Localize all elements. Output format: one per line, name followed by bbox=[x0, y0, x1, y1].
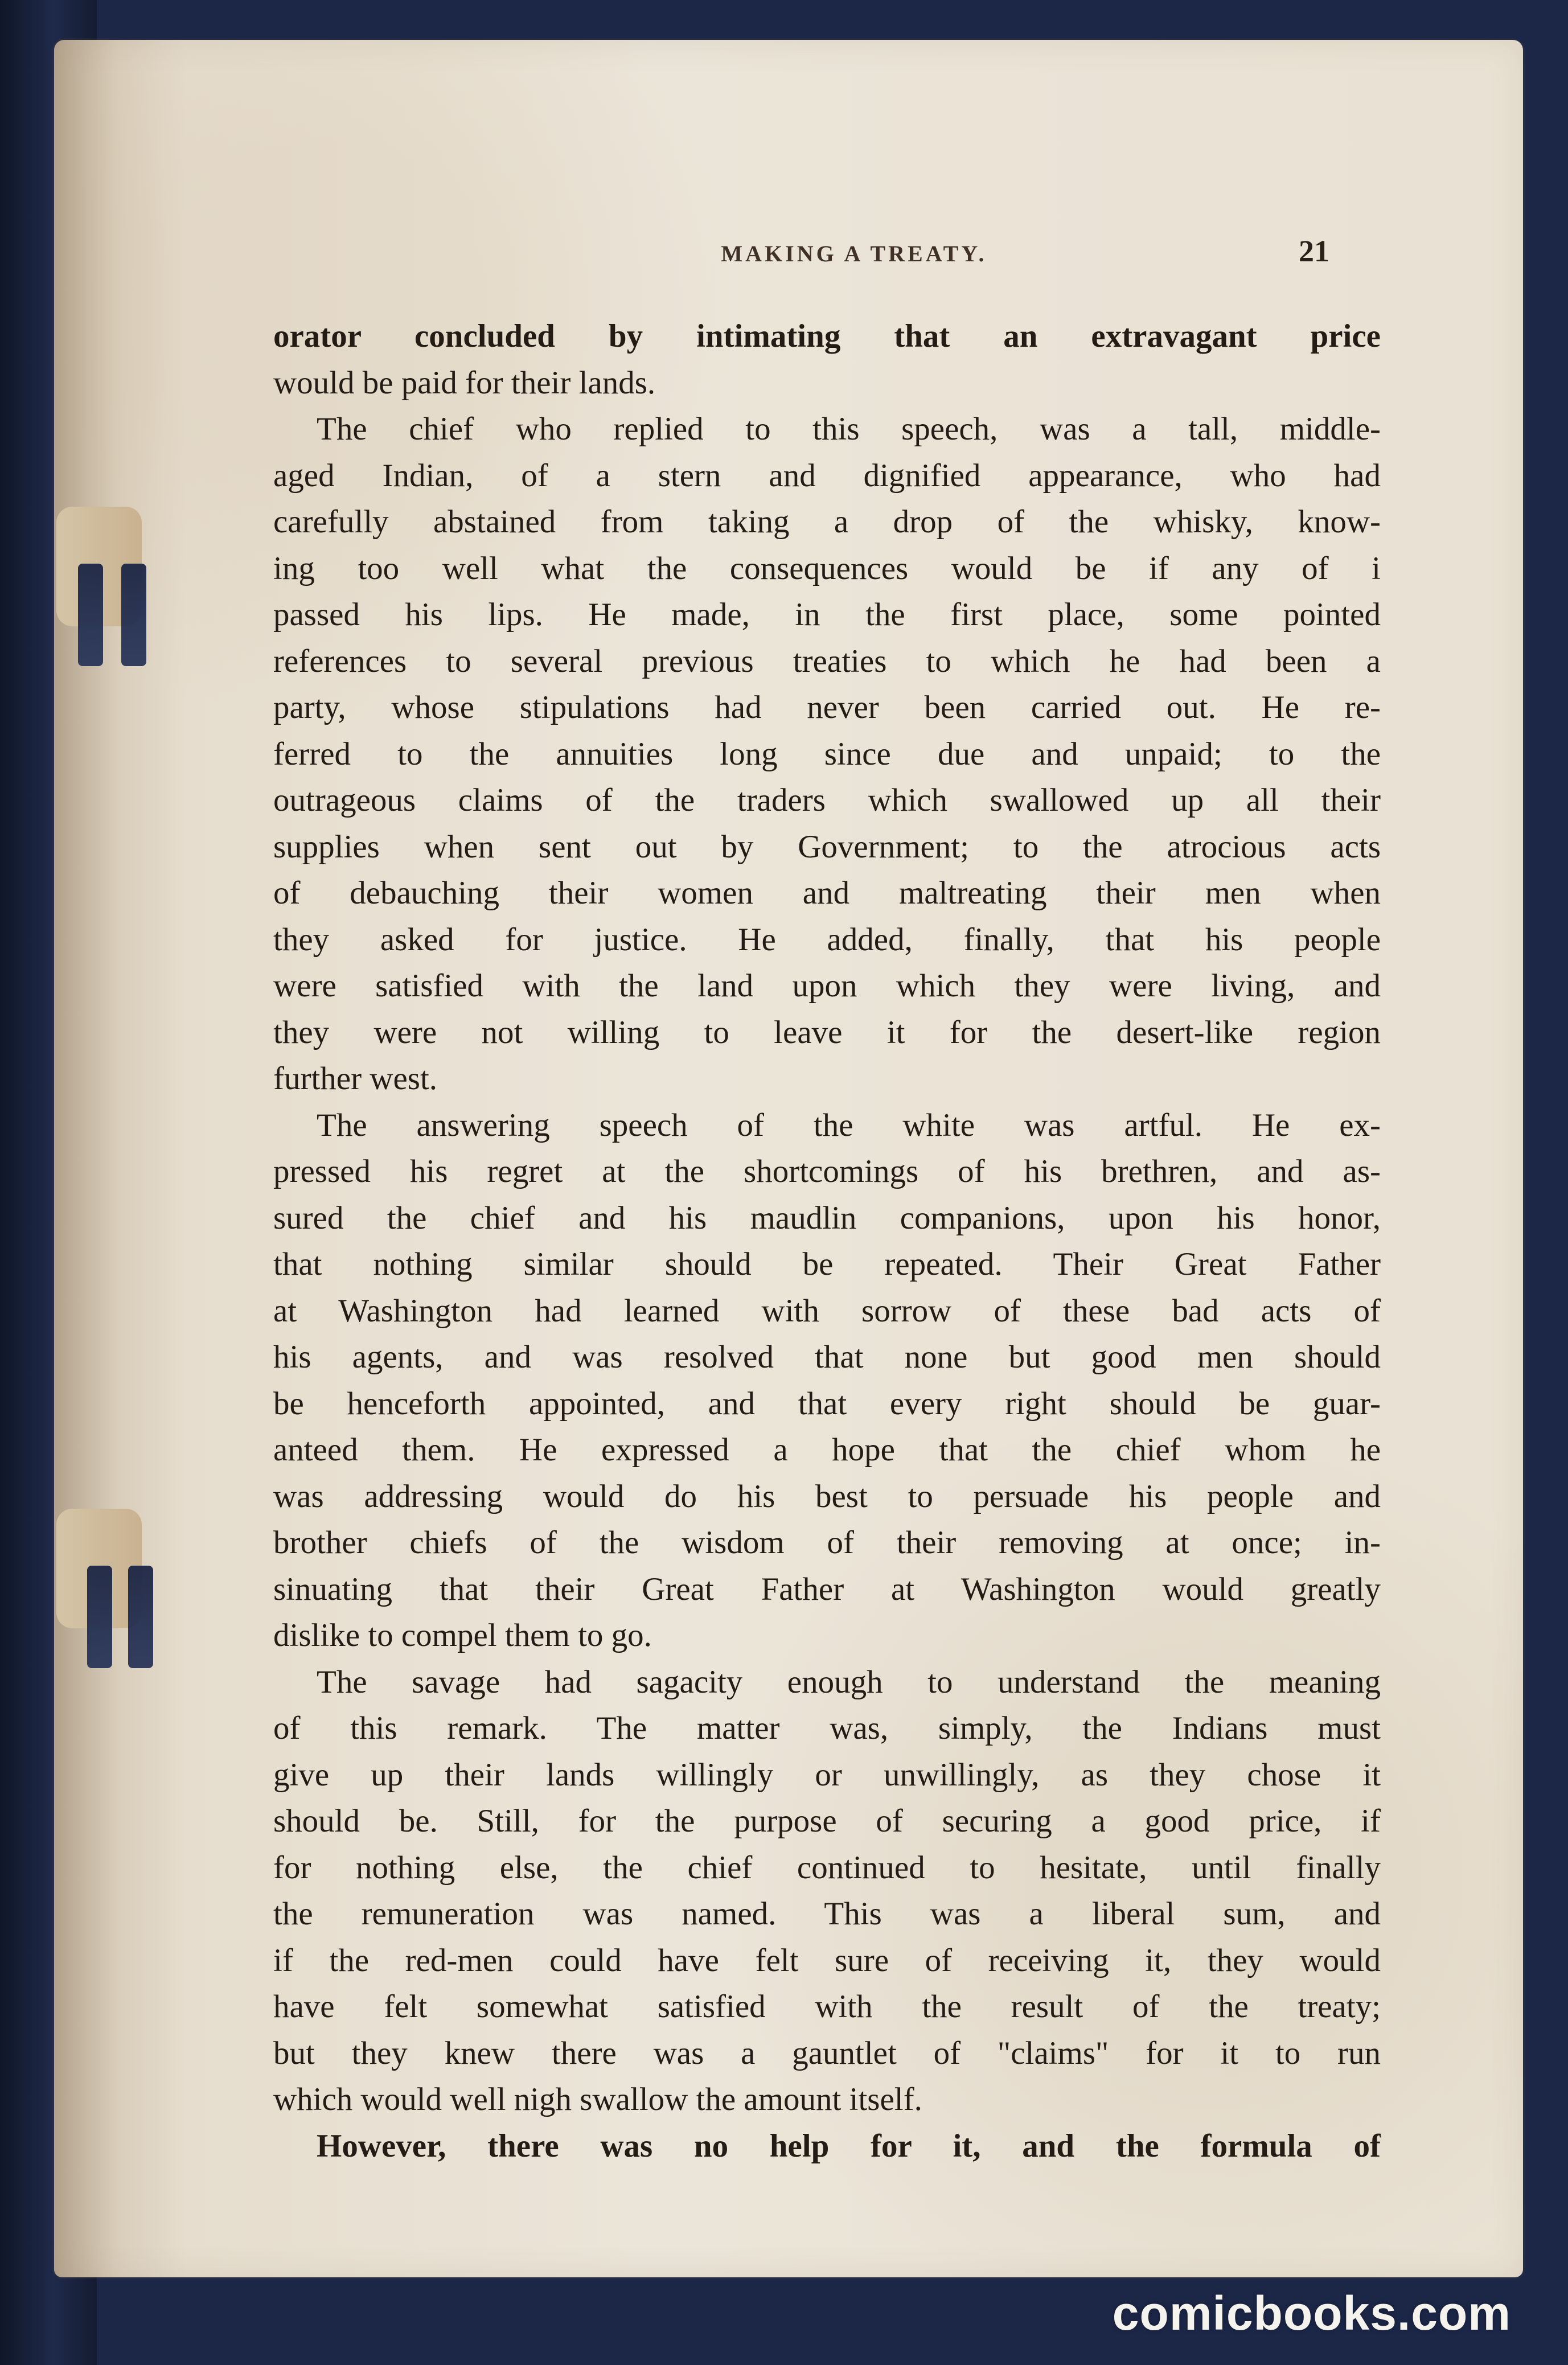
page-fold bbox=[54, 40, 117, 2277]
text-line: anteed them. He expressed a hope that the chief whom he bbox=[273, 1432, 1381, 1468]
binding-mark bbox=[87, 1566, 112, 1668]
text-line: but they knew there was a gauntlet of "claims" for it to run bbox=[273, 2035, 1381, 2071]
text-line: of this remark. The matter was, simply, the Indians must bbox=[273, 1710, 1381, 1746]
text-line: The answering speech of the white was artful. He ex- bbox=[317, 1107, 1381, 1143]
binding-mark bbox=[121, 564, 146, 666]
site-watermark: comicbooks.com bbox=[1112, 2286, 1511, 2340]
text-line: which would well nigh swallow the amount itself. bbox=[273, 2081, 922, 2117]
running-header: MAKING A TREATY. bbox=[721, 241, 987, 266]
text-line: carefully abstained from taking a drop of the whisky, know- bbox=[273, 504, 1381, 540]
text-line: orator concluded by intimating that an extravagant price bbox=[273, 318, 1381, 354]
text-line: brother chiefs of the wisdom of their removing at once; in- bbox=[273, 1525, 1381, 1561]
binding-mark bbox=[128, 1566, 153, 1668]
text-line: sinuating that their Great Father at Washington would greatly bbox=[273, 1571, 1381, 1607]
text-line: sured the chief and his maudlin companions, upon his honor, bbox=[273, 1200, 1381, 1236]
text-line: if the red-men could have felt sure of receiving it, they would bbox=[273, 1942, 1381, 1978]
text-line: aged Indian, of a stern and dignified appearance, who had bbox=[273, 457, 1381, 494]
text-line: should be. Still, for the purpose of securing a good price, if bbox=[273, 1803, 1381, 1839]
text-line: The chief who replied to this speech, was a tall, middle- bbox=[317, 411, 1381, 447]
text-line: of debauching their women and maltreating their men when bbox=[273, 875, 1381, 911]
text-line: references to several previous treaties to which he had been a bbox=[273, 643, 1381, 679]
text-line: that nothing similar should be repeated. Their Great Father bbox=[273, 1246, 1381, 1282]
text-line: passed his lips. He made, in the first place, some pointed bbox=[273, 597, 1381, 633]
text-line: be henceforth appointed, and that every right should be guar- bbox=[273, 1385, 1381, 1422]
text-line: was addressing would do his best to persuade his people and bbox=[273, 1478, 1381, 1514]
text-line: further west. bbox=[273, 1061, 438, 1097]
text-line: dislike to compel them to go. bbox=[273, 1617, 652, 1653]
text-line: his agents, and was resolved that none but good men should bbox=[273, 1339, 1381, 1375]
text-line: The savage had sagacity enough to understand the meaning bbox=[317, 1664, 1381, 1700]
text-line: were satisfied with the land upon which they were living, and bbox=[273, 968, 1381, 1004]
text-line: outrageous claims of the traders which swallowed up all their bbox=[273, 782, 1381, 818]
text-line: the remuneration was named. This was a liberal sum, and bbox=[273, 1896, 1381, 1932]
text-line: they asked for justice. He added, finally, that his people bbox=[273, 921, 1381, 958]
page-number: 21 bbox=[1299, 234, 1329, 268]
text-line: ing too well what the consequences would be if any of i bbox=[273, 550, 1381, 586]
text-line: have felt somewhat satisfied with the result of the treaty; bbox=[273, 1989, 1381, 2025]
text-line: give up their lands willingly or unwillingly, as they chose it bbox=[273, 1756, 1381, 1793]
text-line: ferred to the annuities long since due and unpaid; to the bbox=[273, 736, 1381, 772]
text-line: party, whose stipulations had never been carried out. He re- bbox=[273, 689, 1381, 725]
text-line: pressed his regret at the shortcomings of his brethren, and as- bbox=[273, 1153, 1381, 1189]
text-line: However, there was no help for it, and the formula of bbox=[317, 2128, 1381, 2164]
text-line: at Washington had learned with sorrow of these bad acts of bbox=[273, 1292, 1381, 1329]
book-page bbox=[54, 40, 1523, 2277]
text-line: supplies when sent out by Government; to the atrocious acts bbox=[273, 828, 1381, 865]
binding-mark bbox=[78, 564, 103, 666]
text-line: they were not willing to leave it for the desert-like region bbox=[273, 1014, 1381, 1050]
text-line: for nothing else, the chief continued to hesitate, until finally bbox=[273, 1849, 1381, 1886]
page-body bbox=[273, 313, 1381, 2192]
text-line: would be paid for their lands. bbox=[273, 364, 656, 401]
